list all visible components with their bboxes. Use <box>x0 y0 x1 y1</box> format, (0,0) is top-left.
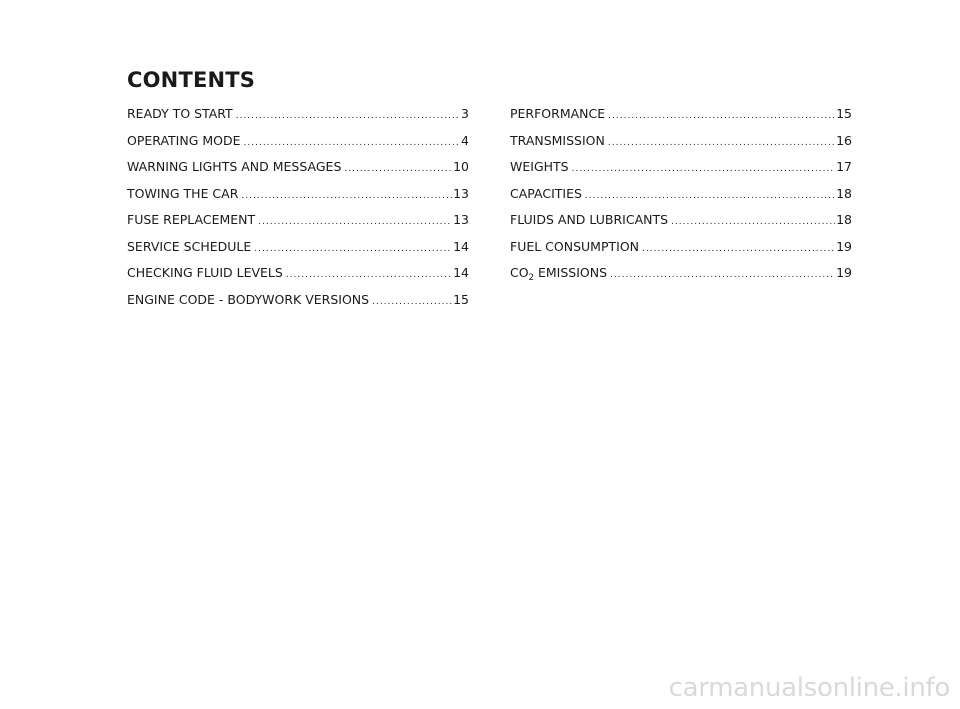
toc-entry-title: FLUIDS AND LUBRICANTS <box>510 212 669 227</box>
toc-dot-leader <box>610 265 835 285</box>
toc-entry-title: CAPACITIES <box>510 185 582 201</box>
toc-entry-title: TRANSMISSION <box>510 132 605 148</box>
toc-dot-leader <box>642 239 835 259</box>
toc-entry-title: PERFORMANCE <box>510 106 606 121</box>
toc-entry-transmission[interactable] <box>510 131 852 158</box>
toc-dot-leader <box>244 133 461 153</box>
toc-entry-page: 19 <box>836 265 852 280</box>
toc-entry-title: CHECKING FLUID LEVELS <box>127 265 283 280</box>
toc-entry-title: ENGINE CODE - BODYWORK VERSIONS <box>127 291 370 307</box>
toc-dot-leader <box>572 159 835 179</box>
toc-dot-leader <box>258 212 452 232</box>
toc-dot-leader <box>608 133 835 153</box>
toc-dot-leader <box>236 106 460 126</box>
toc-entry-operating-mode[interactable] <box>127 131 469 158</box>
toc-dot-leader <box>286 265 452 285</box>
toc-dot-leader <box>254 239 452 259</box>
toc-entry-title-subscript: 2 <box>528 273 534 283</box>
toc-entry-title: WEIGHTS <box>510 159 569 174</box>
toc-entry-page: 13 <box>453 185 469 201</box>
toc-entry-page: 10 <box>453 159 469 174</box>
toc-entry-title: TOWING THE CAR <box>127 185 239 201</box>
toc-entry-title: FUSE REPLACEMENT <box>127 212 256 227</box>
toc-entry-title-suffix: EMISSIONS <box>534 265 608 280</box>
toc-entry-service-schedule[interactable] <box>127 237 469 264</box>
toc-entry-title-prefix: CO <box>510 265 529 280</box>
toc-entry-page: 17 <box>836 159 852 174</box>
watermark-text: carmanualsonline.info <box>668 673 950 703</box>
toc-entry-warning-lights[interactable] <box>127 157 469 184</box>
toc-entry-fuse-replacement[interactable] <box>127 210 469 237</box>
toc-dot-leader <box>344 159 452 179</box>
toc-entry-engine-code[interactable] <box>127 290 469 317</box>
toc-right-column <box>510 104 852 290</box>
toc-entry-fluids-and-lubricants[interactable] <box>510 210 852 237</box>
toc-entry-title: READY TO START <box>127 106 233 121</box>
toc-dot-leader <box>372 292 452 312</box>
toc-dot-leader <box>671 212 835 232</box>
toc-entry-page: 18 <box>836 185 852 201</box>
toc-entry-title: SERVICE SCHEDULE <box>127 238 252 254</box>
toc-entry-title: OPERATING MODE <box>127 132 241 148</box>
toc-entry-title: WARNING LIGHTS AND MESSAGES <box>127 159 342 174</box>
toc-entry-page: 19 <box>836 238 852 254</box>
toc-entry-page: 15 <box>836 106 852 121</box>
toc-entry-page: 14 <box>453 238 469 254</box>
toc-entry-fuel-consumption[interactable] <box>510 237 852 264</box>
toc-entry-title: FUEL CONSUMPTION <box>510 238 640 254</box>
toc-entry-page: 15 <box>453 291 469 307</box>
toc-entry-page: 13 <box>453 212 469 227</box>
toc-entry-page: 18 <box>836 212 852 227</box>
toc-entry-co2-emissions[interactable] <box>510 263 852 290</box>
toc-entry-page: 16 <box>836 132 852 148</box>
toc-entry-performance[interactable] <box>510 104 852 131</box>
toc-entry-weights[interactable] <box>510 157 852 184</box>
toc-entry-capacities[interactable] <box>510 184 852 211</box>
toc-entry-towing-the-car[interactable] <box>127 184 469 211</box>
toc-entry-ready-to-start[interactable] <box>127 104 469 131</box>
toc-entry-page: 4 <box>461 132 469 148</box>
toc-entry-page: 3 <box>461 106 469 121</box>
toc-entry-title <box>510 263 607 283</box>
toc-dot-leader <box>241 186 452 206</box>
toc-left-column <box>127 104 469 316</box>
page-title: CONTENTS <box>127 68 256 92</box>
toc-dot-leader <box>585 186 835 206</box>
toc-dot-leader <box>608 106 835 126</box>
toc-entry-checking-fluid-levels[interactable] <box>127 263 469 290</box>
toc-entry-page: 14 <box>453 265 469 280</box>
